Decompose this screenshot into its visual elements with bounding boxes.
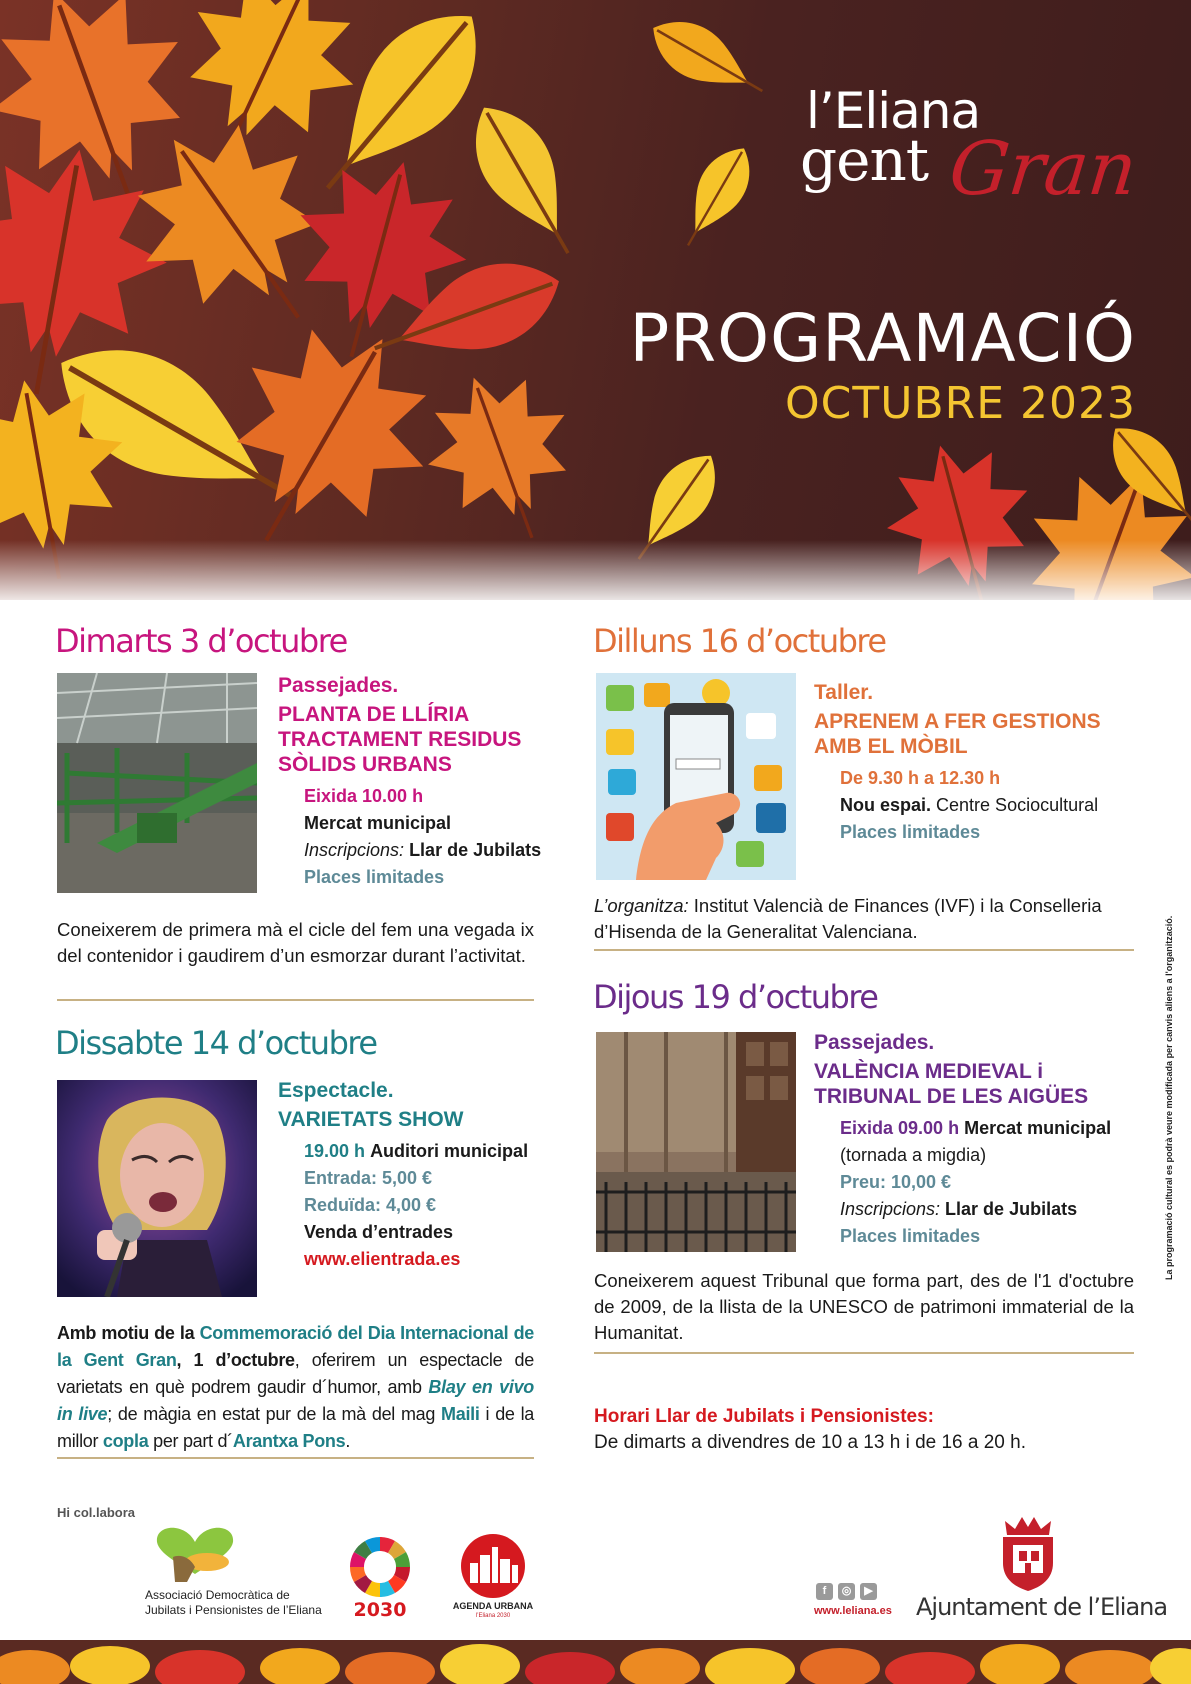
recycling-plant-image xyxy=(57,673,257,893)
event4-return: (tornada a migdia) xyxy=(840,1145,987,1165)
event4-photo xyxy=(596,1032,796,1252)
event3-limited: Places limitades xyxy=(840,822,981,842)
youtube-icon[interactable]: ▶ xyxy=(860,1583,877,1600)
event2-desc-part: . xyxy=(345,1431,351,1451)
header-fade xyxy=(0,540,1191,600)
event4-day: Dijous 19 d’octubre xyxy=(593,978,878,1016)
event2-category: Espectacle. xyxy=(278,1079,394,1102)
divider xyxy=(57,1457,534,1459)
event2-desc-highlight: Blay en vivo in live xyxy=(57,1377,534,1424)
divider xyxy=(594,949,1134,951)
divider xyxy=(594,1352,1134,1354)
event1-place: Mercat municipal xyxy=(304,813,452,833)
event1-departure: Eixida 10.00 h xyxy=(304,786,424,806)
event1-photo xyxy=(57,673,257,893)
event4-place: Mercat municipal xyxy=(959,1118,1112,1138)
event1-title-line1: PLANTA DE LLÍRIA xyxy=(278,703,470,726)
event2-time: 19.00 h xyxy=(304,1141,366,1161)
ajuntament-logo xyxy=(913,1515,1168,1625)
event2-sales: Venda d’entrades xyxy=(304,1222,454,1242)
event2-desc-highlight: Commemoració del Dia Internacional de la Gent Gran xyxy=(57,1323,534,1370)
event2-price-full: Entrada: 5,00 € xyxy=(304,1168,433,1188)
event3-category: Taller. xyxy=(814,681,874,704)
event2-day: Dissabte 14 d’octubre xyxy=(55,1024,377,1062)
coat-of-arms-icon xyxy=(995,1515,1061,1591)
event2-place: Auditori municipal xyxy=(370,1141,529,1161)
event4-inscription-value: Llar de Jubilats xyxy=(940,1199,1078,1219)
event2-desc-part: Amb motiu de la xyxy=(57,1323,200,1343)
mobile-phone-illustration xyxy=(596,673,796,880)
cathedral-door-image xyxy=(596,1032,796,1252)
event2-url-link[interactable]: www.elientrada.es xyxy=(304,1249,461,1269)
ods-2030-text: 2030 xyxy=(353,1599,407,1621)
event4-price: Preu: 10,00 € xyxy=(840,1172,952,1192)
event1-title-line3: SÒLIDS URBANS xyxy=(278,753,452,776)
association-name-line2: Jubilats i Pensionistes de l’Eliana xyxy=(145,1603,322,1617)
event4-title-line2: TRIBUNAL DE LES AIGÜES xyxy=(814,1085,1089,1108)
page-title: PROGRAMACIÓ xyxy=(629,300,1136,377)
agenda-urbana-text: AGENDA URBANA xyxy=(452,1601,534,1611)
event3-photo xyxy=(596,673,796,880)
event1-day: Dimarts 3 d’octubre xyxy=(55,622,347,660)
event2-title: VARIETATS SHOW xyxy=(278,1108,464,1131)
logo-gent-text: gent xyxy=(800,126,929,194)
agenda-urbana-logo xyxy=(452,1533,534,1623)
event1-title-line2: TRACTAMENT RESIDUS xyxy=(278,728,522,751)
event1-limited: Places limitades xyxy=(304,867,445,887)
event4-departure: Eixida 09.00 h xyxy=(840,1118,960,1138)
singer-image xyxy=(57,1080,257,1297)
logo-gran-text: Gran xyxy=(945,126,1141,212)
header-banner xyxy=(0,0,1191,600)
event4-limited: Places limitades xyxy=(840,1226,981,1246)
ajuntament-name: Ajuntament de l’Eliana xyxy=(916,1593,1168,1621)
event4-title-line1: VALÈNCIA MEDIEVAL i xyxy=(814,1060,1044,1083)
event1-category: Passejades. xyxy=(278,674,399,697)
event4-category: Passejades. xyxy=(814,1031,935,1054)
schedule-text: De dimarts a divendres de 10 a 13 h i de 16 a 20 h. xyxy=(594,1432,1026,1453)
event2-photo xyxy=(57,1080,257,1297)
event2-desc-part: , oferirem un espectacle de varietats en què podrem gaudir d´humor, amb xyxy=(57,1350,534,1397)
event2-desc-part: per part d´ xyxy=(148,1431,233,1451)
event2-desc-highlight: copla xyxy=(102,1431,149,1451)
event1-description: Coneixerem de primera mà el cicle del fem una vegada ix del contenidor i gaudirem d’un esmorzar durant l’activitat. xyxy=(57,919,534,966)
social-links xyxy=(812,1583,892,1623)
schedule-block xyxy=(594,1404,1026,1456)
heart-tree-icon xyxy=(145,1502,245,1582)
bottom-leaves-decoration xyxy=(0,1640,1191,1684)
event3-title-line1: APRENEM A FER GESTIONS xyxy=(814,710,1101,733)
event2-desc-part: i de la millor xyxy=(57,1404,534,1451)
logo-eliana-text: l’Eliana xyxy=(806,82,981,140)
collaborators-label: Hi col.labora xyxy=(57,1505,136,1520)
event3-info xyxy=(814,680,1144,846)
event3-organizer-label: L’organitza: xyxy=(594,895,689,916)
facebook-icon[interactable]: f xyxy=(816,1583,833,1600)
agenda-urbana-sub: l’Eliana 2030 xyxy=(475,1613,511,1619)
event2-desc-part: ; de màgia en estat pur de la mà del mag xyxy=(107,1404,442,1424)
event1-info xyxy=(278,673,548,891)
ods-2030-logo xyxy=(348,1535,412,1620)
event3-time: De 9.30 h a 12.30 h xyxy=(840,768,1001,788)
event2-desc-part: , 1 d’octubre xyxy=(176,1350,295,1370)
page-subtitle: OCTUBRE 2023 xyxy=(785,378,1136,429)
event3-title-line2: AMB EL MÒBIL xyxy=(814,735,968,758)
side-disclaimer: La programació cultural es podrà veure modificada per canvis aliens a l'organització. xyxy=(1164,915,1174,1280)
event3-place-label: Nou espai. xyxy=(840,795,932,815)
divider xyxy=(57,999,534,1001)
association-logo xyxy=(145,1502,335,1622)
event3-organizer-text: Institut Valencià de Finances (IVF) i la Conselleria d’Hisenda de la Generalitat Valenciana. xyxy=(594,895,1102,942)
gent-gran-logo xyxy=(800,82,1140,232)
event2-description xyxy=(57,1320,534,1455)
event4-inscription-label: Inscripcions: xyxy=(840,1199,941,1219)
event4-description: Coneixerem aquest Tribunal que forma part, des de l'1 d'octubre de 2009, de la llista de la UNESCO de patrimoni immaterial de la Humanitat. xyxy=(594,1270,1134,1343)
event2-desc-highlight: Arantxa Pons xyxy=(232,1431,346,1451)
event3-place: Centre Sociocultural xyxy=(931,795,1099,815)
event3-organizer xyxy=(594,893,1134,945)
event2-desc-highlight: Maili xyxy=(441,1404,480,1424)
instagram-icon[interactable]: ◎ xyxy=(838,1583,855,1600)
schedule-title: Horari Llar de Jubilats i Pensionistes: xyxy=(594,1406,934,1427)
association-name-line1: Associació Democràtica de xyxy=(145,1588,290,1602)
event2-info xyxy=(278,1078,548,1273)
website-link[interactable]: www.leliana.es xyxy=(814,1605,892,1617)
event3-day: Dilluns 16 d’octubre xyxy=(593,622,886,660)
event4-info xyxy=(814,1030,1144,1250)
agenda-urbana-icon xyxy=(452,1533,534,1599)
event2-price-reduced: Reduïda: 4,00 € xyxy=(304,1195,437,1215)
event1-inscription-label: Inscripcions: xyxy=(304,840,405,860)
sdg-wheel-icon xyxy=(348,1535,412,1599)
event1-inscription-value: Llar de Jubilats xyxy=(409,840,542,860)
